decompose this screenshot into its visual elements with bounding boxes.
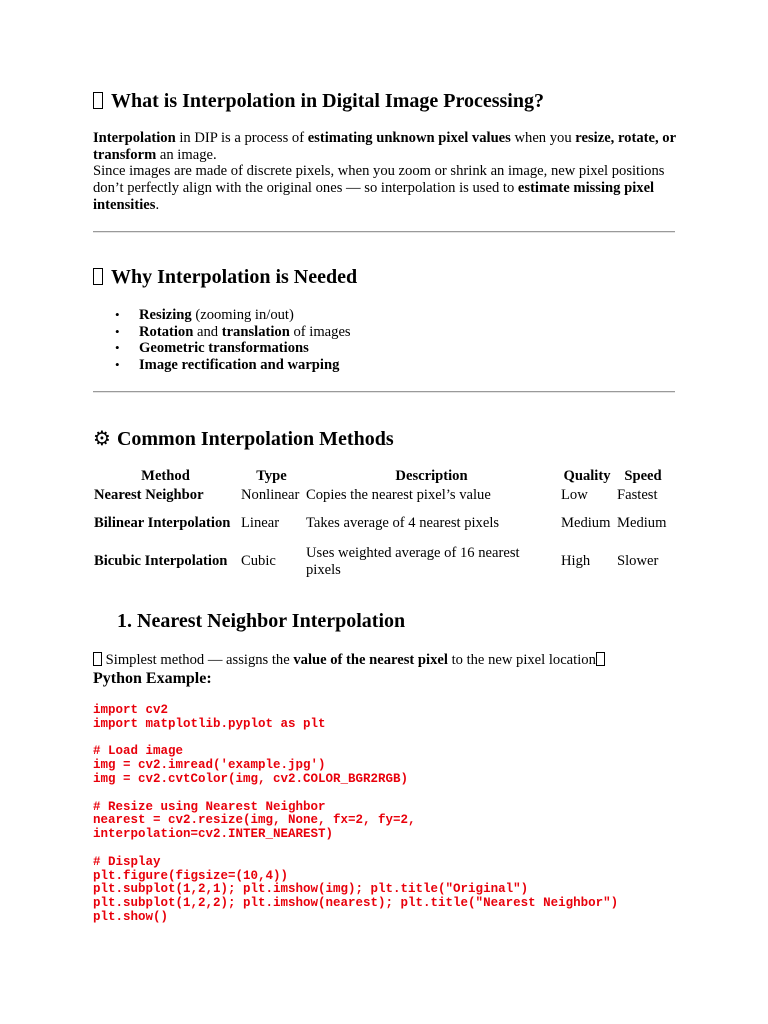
methods-table (92, 466, 671, 581)
section-divider (93, 391, 675, 393)
table-cell: Takes average of 4 nearest pixels (306, 515, 500, 532)
missing-glyph-icon (596, 652, 605, 666)
python-code-block: import cv2 import matplotlib.pyplot as plt # Load image img = cv2.imread('example.jpg') img = cv2.cvtColor(img, cv2.COLOR_BGR2RGB) # Resize using Nearest Neighbor nearest = cv2.resize(img, None, fx=2, fy=2, interpolation=cv2.INTER_NEAREST) # Display plt.figure(figsize=(10,4)) plt.subplot(1,2,1); plt.imshow(img); plt.title("Original") plt.subplot(1,2,2); plt.imshow(nearest); plt.title("Nearest Neighbor") plt.show() (93, 703, 619, 924)
table-cell: Copies the nearest pixel’s value (306, 487, 491, 503)
text: when you (510, 130, 576, 146)
heading-what-is-interpolation: What is Interpolation in Digital Image Processing? (93, 89, 544, 113)
table-cell: Cubic (241, 553, 276, 570)
bold-text: estimate missing pixel intensities (93, 180, 655, 213)
intro-line-1 (93, 130, 676, 163)
table-row (92, 543, 671, 581)
table-cell: Nonlinear (241, 487, 300, 503)
bold-text: Geometric transformations (139, 340, 309, 357)
table-cell: Linear (241, 515, 280, 532)
column-header: Method (141, 467, 190, 484)
text: of images (289, 323, 351, 340)
bold-text: estimating unknown pixel values (307, 130, 511, 146)
nearest-neighbor-summary: Simplest method — assigns the value of the nearest pixel to the new pixel location (93, 652, 683, 669)
python-example-label: Python Example: (93, 670, 212, 687)
column-header: Description (395, 467, 468, 484)
intro-line-2 (93, 163, 664, 212)
section-divider (93, 231, 675, 233)
column-header: Speed (624, 467, 662, 484)
column-header: Quality (563, 467, 611, 484)
text: (zooming in/out) (191, 307, 294, 323)
bold-text: resize, rotate, or transform (93, 130, 676, 163)
table-cell: Bicubic Interpolation (94, 553, 228, 570)
bold-text: Interpolation (93, 130, 176, 146)
missing-glyph-icon (93, 92, 103, 109)
table-row (92, 505, 671, 543)
text: . (155, 196, 160, 213)
text: an image. (156, 146, 217, 163)
table-cell: Fastest (617, 487, 658, 503)
table-cell: Slower (617, 553, 659, 570)
heading-why-needed: Why Interpolation is Needed (93, 265, 357, 289)
heading-nearest-neighbor: 1. Nearest Neighbor Interpolation (117, 610, 406, 632)
table-cell: Nearest Neighbor (94, 487, 204, 503)
table-header-row (92, 466, 671, 486)
gear-icon: ⚙ (93, 426, 111, 450)
bold-text: translation (221, 323, 290, 340)
intro-paragraph (93, 130, 683, 214)
bold-text: Resizing (139, 307, 192, 323)
reasons-list (93, 307, 351, 374)
table-cell: Low (561, 487, 588, 503)
table-row (92, 486, 671, 505)
table-cell: Medium (561, 515, 611, 532)
text: and (193, 323, 222, 340)
text: in DIP is a process of (175, 130, 308, 146)
table-cell: Uses weighted average of 16 nearest pixels (306, 545, 520, 578)
text: Since images are made of discrete pixels, when you zoom or shrink an image, new pixel positions don’t perfectly align with the original ones — so interpolation is used to (93, 163, 665, 197)
missing-glyph-icon (93, 652, 102, 666)
table-cell: Bilinear Interpolation (94, 515, 231, 532)
list-item (93, 357, 351, 374)
missing-glyph-icon (93, 268, 103, 285)
bold-text: Rotation (139, 323, 194, 340)
table-cell: Medium (617, 515, 667, 532)
table-cell: High (561, 553, 591, 570)
list-item (93, 307, 351, 324)
list-item (93, 340, 351, 357)
heading-common-methods: ⚙ Common Interpolation Methods (93, 426, 394, 450)
column-header: Type (256, 467, 287, 484)
list-item (93, 324, 351, 341)
bold-text: Image rectification and warping (139, 357, 340, 374)
